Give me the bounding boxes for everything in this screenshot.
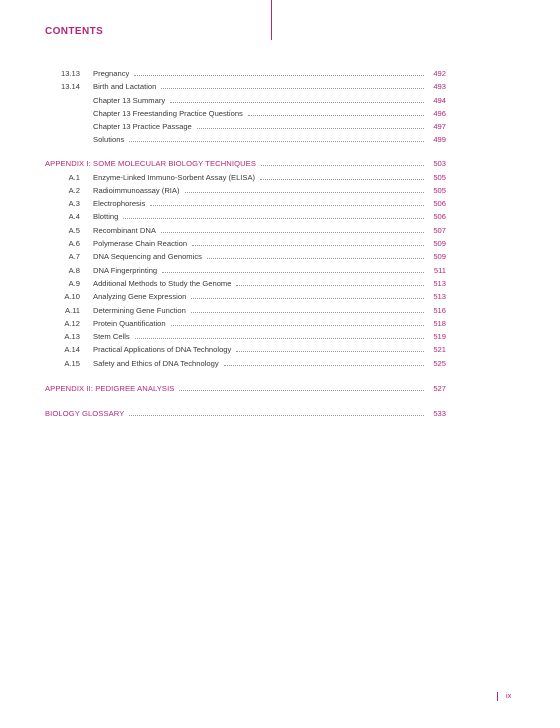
- dot-leader: [129, 134, 424, 142]
- toc-section-header[interactable]: [45, 157, 446, 170]
- dot-leader: [134, 68, 424, 76]
- toc-entry-page: 506: [433, 212, 446, 222]
- toc-entry-title: Enzyme-Linked Immuno-Sorbent Assay (ELISA): [93, 172, 256, 182]
- toc-entry-number: A.4: [68, 212, 80, 222]
- toc-entry-number: A.2: [68, 185, 80, 195]
- toc-entry-page: 503: [433, 159, 446, 169]
- dot-leader: [185, 185, 424, 193]
- toc-entry[interactable]: [45, 67, 446, 80]
- toc-entry-page: 506: [433, 199, 446, 209]
- toc-entry-page: 513: [433, 292, 446, 302]
- toc-entry-number: A.5: [68, 225, 80, 235]
- toc-entry-title: DNA Fingerprinting: [93, 265, 158, 275]
- toc-entry-page: 505: [433, 172, 446, 182]
- toc-entry-number: A.12: [64, 318, 80, 328]
- page-title: CONTENTS: [45, 26, 104, 37]
- section-spacer: [45, 370, 446, 382]
- toc-entry-title: Blotting: [93, 212, 119, 222]
- dot-leader: [191, 305, 424, 313]
- dot-leader: [197, 121, 424, 129]
- toc-entry-page: 533: [433, 409, 446, 419]
- dot-leader: [224, 358, 424, 366]
- toc-entry-title: Chapter 13 Summary: [93, 95, 166, 105]
- toc-entry-title: Safety and Ethics of DNA Technology: [93, 358, 219, 368]
- dot-leader: [261, 158, 424, 166]
- toc-entry-number: 13.13: [60, 69, 80, 78]
- dot-leader: [236, 344, 424, 352]
- toc-entry-number: A.8: [68, 265, 80, 275]
- toc-entry-title: Solutions: [93, 135, 125, 145]
- toc-entry-page: 518: [433, 318, 446, 328]
- toc-entry[interactable]: [45, 184, 446, 197]
- toc-entry-page: 499: [433, 135, 446, 145]
- toc-entry[interactable]: [45, 250, 446, 263]
- dot-leader: [170, 95, 424, 103]
- toc-entry-page: 497: [433, 122, 446, 132]
- dot-leader: [150, 198, 424, 206]
- toc-entry[interactable]: [45, 107, 446, 120]
- toc-entry[interactable]: [45, 343, 446, 356]
- toc-entry-page: 511: [433, 265, 446, 275]
- toc-entry-title: Recombinant DNA: [93, 225, 156, 235]
- toc-entry-page: 527: [433, 384, 446, 394]
- dot-leader: [162, 265, 424, 273]
- toc-section-header[interactable]: [45, 407, 446, 420]
- toc-entry-title: Stem Cells: [93, 332, 130, 342]
- toc-entry-title: Pregnancy: [93, 69, 130, 78]
- toc-entry-title: BIOLOGY GLOSSARY: [45, 409, 125, 419]
- section-spacer: [45, 395, 446, 407]
- toc-entry-number: 13.14: [60, 82, 80, 92]
- toc-entry[interactable]: [45, 120, 446, 133]
- toc-section-header[interactable]: [45, 382, 446, 395]
- toc-entry-title: Chapter 13 Practice Passage: [93, 122, 192, 132]
- dot-leader: [236, 278, 424, 286]
- toc-entry-number: A.15: [64, 358, 80, 368]
- toc-entry[interactable]: [45, 133, 446, 146]
- dot-leader: [161, 225, 424, 233]
- toc-entry[interactable]: [45, 290, 446, 303]
- dot-leader: [191, 291, 424, 299]
- toc-entry[interactable]: [45, 94, 446, 107]
- toc-entry-number: A.1: [68, 172, 80, 182]
- toc-entry-page: 494: [433, 95, 446, 105]
- page-number: ix: [506, 691, 512, 700]
- dot-leader: [161, 81, 424, 89]
- toc-entry[interactable]: [45, 224, 446, 237]
- toc-entry-number: A.11: [64, 305, 80, 315]
- toc-entry-title: Polymerase Chain Reaction: [93, 239, 188, 249]
- toc-entry[interactable]: [45, 80, 446, 93]
- toc-entry-title: DNA Sequencing and Genomics: [93, 252, 202, 262]
- toc-entry[interactable]: [45, 357, 446, 370]
- top-divider-line: [271, 0, 272, 40]
- toc-entry-page: 519: [433, 332, 446, 342]
- toc-entry-page: 493: [433, 82, 446, 92]
- toc-entry[interactable]: [45, 197, 446, 210]
- toc-entry-page: 521: [433, 345, 446, 355]
- toc-entry[interactable]: [45, 171, 446, 184]
- toc-entry-page: 505: [433, 185, 446, 195]
- toc-entry[interactable]: [45, 264, 446, 277]
- dot-leader: [129, 408, 424, 416]
- toc-entry[interactable]: [45, 210, 446, 223]
- dot-leader: [135, 331, 424, 339]
- toc-entry-number: A.10: [64, 292, 80, 302]
- toc-entry-title: Analyzing Gene Expression: [93, 292, 187, 302]
- toc-entry-number: A.3: [68, 199, 80, 209]
- toc-entry-page: 513: [433, 278, 446, 288]
- toc-entry-page: 492: [433, 69, 446, 78]
- toc-entry-number: A.14: [64, 345, 80, 355]
- dot-leader: [207, 251, 424, 259]
- toc-entry-title: Chapter 13 Freestanding Practice Questions: [93, 108, 243, 118]
- toc-entry[interactable]: [45, 277, 446, 290]
- toc-entry-title: Practical Applications of DNA Technology: [93, 345, 232, 355]
- toc-entry[interactable]: [45, 317, 446, 330]
- toc-entry-page: 496: [433, 108, 446, 118]
- table-of-contents: [45, 67, 446, 421]
- toc-entry-title: Electrophoresis: [93, 199, 146, 209]
- toc-entry[interactable]: [45, 237, 446, 250]
- dot-leader: [123, 211, 424, 219]
- toc-entry-page: 516: [433, 305, 446, 315]
- section-spacer: [45, 147, 446, 158]
- dot-leader: [192, 238, 424, 246]
- toc-entry-title: Determining Gene Function: [93, 305, 186, 315]
- toc-entry-number: A.7: [68, 252, 80, 262]
- toc-entry-number: A.13: [64, 332, 80, 342]
- toc-entry-title: Radioimmunoassay (RIA): [93, 185, 180, 195]
- toc-entry-page: 509: [433, 252, 446, 262]
- dot-leader: [260, 172, 424, 180]
- toc-entry-title: Birth and Lactation: [93, 82, 157, 92]
- dot-leader: [171, 318, 424, 326]
- toc-entry-title: APPENDIX I: SOME MOLECULAR BIOLOGY TECHNIQUES: [45, 159, 256, 169]
- toc-entry-number: A.6: [68, 239, 80, 249]
- toc-entry-number: A.9: [68, 278, 80, 288]
- footer-divider: [497, 692, 498, 701]
- dot-leader: [248, 108, 424, 116]
- dot-leader: [179, 383, 424, 391]
- toc-entry-page: 525: [433, 358, 446, 368]
- toc-entry[interactable]: [45, 330, 446, 343]
- toc-entry-title: Protein Quantification: [93, 318, 166, 328]
- toc-entry-title: APPENDIX II: PEDIGREE ANALYSIS: [45, 384, 175, 394]
- toc-entry-title: Additional Methods to Study the Genome: [93, 278, 232, 288]
- toc-entry-page: 507: [433, 225, 446, 235]
- toc-entry[interactable]: [45, 304, 446, 317]
- toc-entry-page: 509: [433, 239, 446, 249]
